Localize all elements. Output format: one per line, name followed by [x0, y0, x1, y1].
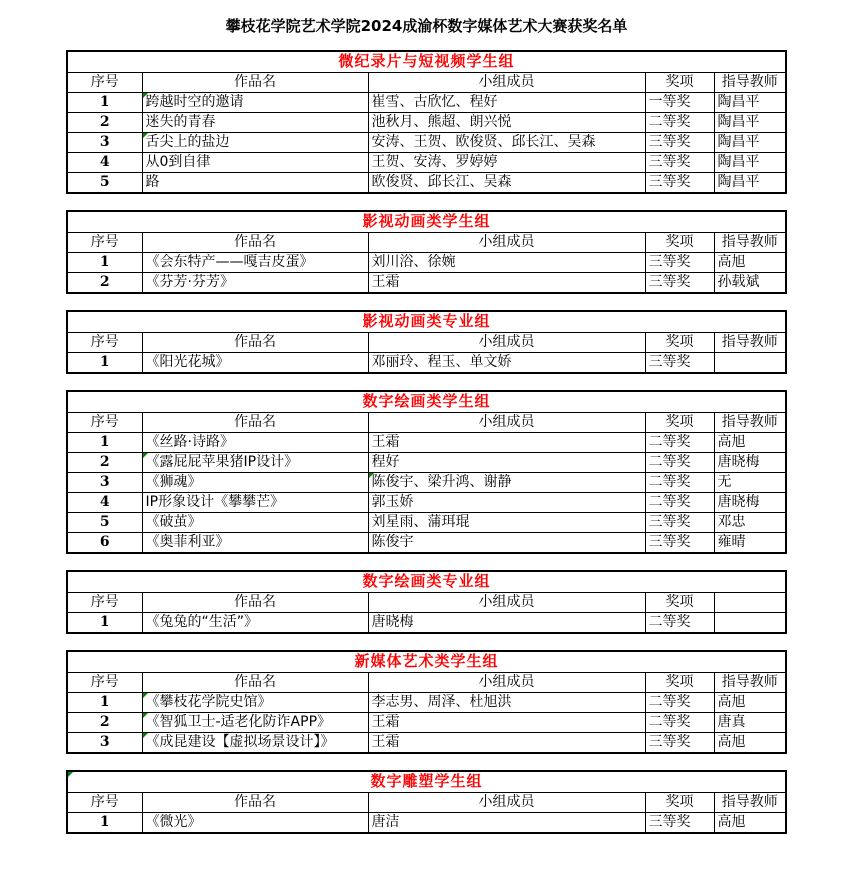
column-header: 奖项 [645, 333, 714, 353]
column-header: 序号 [67, 333, 142, 353]
column-header: 作品名 [142, 593, 368, 613]
column-header: 小组成员 [368, 593, 645, 613]
column-header: 序号 [67, 73, 142, 93]
section-title-row [67, 311, 786, 333]
column-header: 序号 [67, 413, 142, 433]
cell-work: 《阳光花城》 [142, 353, 368, 374]
column-header: 小组成员 [368, 793, 645, 813]
column-header-row [67, 593, 786, 613]
section-title-row [67, 391, 786, 413]
table-row [67, 353, 786, 374]
table-row [67, 613, 786, 634]
award-tables-container [66, 50, 785, 834]
cell-award: 二等奖 [645, 493, 714, 513]
section-title-row [67, 51, 786, 73]
cell-teacher: 高旭 [714, 433, 786, 453]
table-row [67, 113, 786, 133]
section-title: 数字雕塑学生组 [370, 772, 483, 790]
table-row [67, 813, 786, 834]
cell-teacher: 唐真 [714, 713, 786, 733]
column-header: 小组成员 [368, 73, 645, 93]
cell-no: 2 [67, 273, 142, 294]
cell-award: 三等奖 [645, 273, 714, 294]
cell-teacher [714, 613, 786, 634]
cell-work: 《会东特产——嘎吉皮蛋》 [142, 253, 368, 273]
column-header-row [67, 233, 786, 253]
column-header: 指导教师 [714, 793, 786, 813]
column-header: 作品名 [142, 333, 368, 353]
table-row [67, 713, 786, 733]
column-header: 小组成员 [368, 233, 645, 253]
cell-teacher: 邓忠 [714, 513, 786, 533]
cell-award: 三等奖 [645, 813, 714, 834]
cell-award: 二等奖 [645, 613, 714, 634]
cell-members: 欧俊贤、邱长江、吴森 [368, 173, 645, 194]
award-table-0 [66, 50, 787, 194]
table-row [67, 273, 786, 294]
column-header: 奖项 [645, 673, 714, 693]
column-header: 小组成员 [368, 413, 645, 433]
cell-members: 唐洁 [368, 813, 645, 834]
column-header: 作品名 [142, 793, 368, 813]
cell-members: 崔雪、古欣忆、程好 [368, 93, 645, 113]
section-title-cell [67, 391, 786, 413]
cell-teacher: 孙载斌 [714, 273, 786, 294]
column-header: 奖项 [645, 233, 714, 253]
cell-teacher: 高旭 [714, 733, 786, 754]
award-table-3 [66, 390, 787, 554]
table-row [67, 133, 786, 153]
section-title: 影视动画类学生组 [362, 212, 491, 230]
section-title-row [67, 211, 786, 233]
cell-award: 三等奖 [645, 153, 714, 173]
cell-members: 刘川浴、徐婉 [368, 253, 645, 273]
cell-members: 邓丽玲、程玉、单文娇 [368, 353, 645, 374]
section-title: 数字绘画类学生组 [362, 392, 491, 410]
cell-work: 《露屁屁苹果猪IP设计》 [142, 453, 368, 473]
cell-award: 三等奖 [645, 533, 714, 554]
column-header: 指导教师 [714, 413, 786, 433]
table-row [67, 513, 786, 533]
column-header: 奖项 [645, 793, 714, 813]
cell-members: 程好 [368, 453, 645, 473]
section-title-cell [67, 771, 786, 793]
cell-teacher: 高旭 [714, 813, 786, 834]
cell-work: 《狮魂》 [142, 473, 368, 493]
award-table-2 [66, 310, 787, 374]
cell-members: 陈俊宇 [368, 533, 645, 554]
column-header: 作品名 [142, 673, 368, 693]
cell-teacher: 雍晴 [714, 533, 786, 554]
column-header: 序号 [67, 233, 142, 253]
award-table-6 [66, 770, 787, 834]
cell-work: 《奥菲利亚》 [142, 533, 368, 554]
cell-no: 2 [67, 453, 142, 473]
table-row [67, 173, 786, 194]
column-header: 指导教师 [714, 233, 786, 253]
award-table-5 [66, 650, 787, 754]
cell-award: 三等奖 [645, 353, 714, 374]
section-title-row [67, 651, 786, 673]
cell-no: 1 [67, 613, 142, 634]
cell-work: 舌尖上的盐边 [142, 133, 368, 153]
column-header: 指导教师 [714, 333, 786, 353]
cell-teacher: 无 [714, 473, 786, 493]
cell-teacher: 高旭 [714, 253, 786, 273]
column-header: 序号 [67, 673, 142, 693]
cell-no: 6 [67, 533, 142, 554]
table-row [67, 93, 786, 113]
table-row [67, 433, 786, 453]
cell-work: 路 [142, 173, 368, 194]
table-row [67, 733, 786, 754]
cell-no: 2 [67, 113, 142, 133]
cell-members: 王贺、安涛、罗婷婷 [368, 153, 645, 173]
cell-award: 二等奖 [645, 433, 714, 453]
cell-work: 跨越时空的邀请 [142, 93, 368, 113]
column-header: 作品名 [142, 413, 368, 433]
cell-work: 《成昆建设【虚拟场景设计】》 [142, 733, 368, 754]
cell-work: 《芬芳·芬芳》 [142, 273, 368, 294]
cell-award: 一等奖 [645, 93, 714, 113]
cell-work: 《丝路·诗路》 [142, 433, 368, 453]
award-table-1 [66, 210, 787, 294]
column-header: 奖项 [645, 73, 714, 93]
column-header: 奖项 [645, 413, 714, 433]
table-row [67, 533, 786, 554]
column-header: 小组成员 [368, 333, 645, 353]
cell-award: 二等奖 [645, 693, 714, 713]
cell-work: 《攀枝花学院史馆》 [142, 693, 368, 713]
column-header: 奖项 [645, 593, 714, 613]
column-header: 指导教师 [714, 673, 786, 693]
cell-no: 3 [67, 133, 142, 153]
cell-no: 3 [67, 733, 142, 754]
cell-award: 二等奖 [645, 473, 714, 493]
column-header: 作品名 [142, 233, 368, 253]
cell-work: 从0到自律 [142, 153, 368, 173]
cell-work: 《智狐卫士-适老化防诈APP》 [142, 713, 368, 733]
section-title-cell [67, 211, 786, 233]
cell-no: 1 [67, 93, 142, 113]
cell-no: 1 [67, 433, 142, 453]
cell-award: 三等奖 [645, 253, 714, 273]
column-header-row [67, 73, 786, 93]
cell-members: 刘星雨、蒲珥琨 [368, 513, 645, 533]
cell-award: 三等奖 [645, 513, 714, 533]
cell-teacher: 陶昌平 [714, 133, 786, 153]
column-header: 序号 [67, 593, 142, 613]
cell-members: 王霜 [368, 713, 645, 733]
column-header: 作品名 [142, 73, 368, 93]
column-header-row [67, 413, 786, 433]
table-row [67, 493, 786, 513]
column-header-row [67, 673, 786, 693]
cell-members: 王霜 [368, 433, 645, 453]
section-title-cell [67, 51, 786, 73]
cell-work: 《微光》 [142, 813, 368, 834]
cell-members: 陈俊宇、梁升鸿、谢静 [368, 473, 645, 493]
column-header: 序号 [67, 793, 142, 813]
table-row [67, 153, 786, 173]
cell-teacher: 陶昌平 [714, 173, 786, 194]
section-title-cell [67, 571, 786, 593]
cell-award: 二等奖 [645, 713, 714, 733]
cell-work: 《兔兔的“生活”》 [142, 613, 368, 634]
cell-teacher: 高旭 [714, 693, 786, 713]
cell-members: 王霜 [368, 733, 645, 754]
column-header-row [67, 793, 786, 813]
section-title: 微纪录片与短视频学生组 [338, 52, 515, 70]
cell-work: IP形象设计《攀攀芒》 [142, 493, 368, 513]
cell-no: 4 [67, 153, 142, 173]
cell-members: 池秋月、熊超、朗兴悦 [368, 113, 645, 133]
cell-no: 5 [67, 513, 142, 533]
section-title: 数字绘画类专业组 [362, 572, 491, 590]
column-header-row [67, 333, 786, 353]
column-header: 小组成员 [368, 673, 645, 693]
table-row [67, 473, 786, 493]
table-row [67, 693, 786, 713]
column-header [714, 593, 786, 613]
section-title: 影视动画类专业组 [362, 312, 491, 330]
cell-no: 1 [67, 253, 142, 273]
cell-members: 王霜 [368, 273, 645, 294]
cell-teacher [714, 353, 786, 374]
cell-members: 唐晓梅 [368, 613, 645, 634]
cell-award: 二等奖 [645, 453, 714, 473]
table-row [67, 453, 786, 473]
cell-teacher: 唐晓梅 [714, 493, 786, 513]
section-title-row [67, 771, 786, 793]
cell-award: 三等奖 [645, 733, 714, 754]
cell-no: 1 [67, 353, 142, 374]
section-title-cell [67, 651, 786, 673]
cell-teacher: 陶昌平 [714, 113, 786, 133]
cell-teacher: 陶昌平 [714, 153, 786, 173]
cell-award: 二等奖 [645, 113, 714, 133]
table-row [67, 253, 786, 273]
cell-work: 迷失的青春 [142, 113, 368, 133]
section-title-row [67, 571, 786, 593]
section-title: 新媒体艺术类学生组 [354, 652, 499, 670]
cell-no: 3 [67, 473, 142, 493]
cell-no: 4 [67, 493, 142, 513]
page-title: 攀枝花学院艺术学院2024成渝杯数字媒体艺术大赛获奖名单 [225, 17, 628, 35]
cell-members: 安涛、王贺、欧俊贤、邱长江、吴森 [368, 133, 645, 153]
cell-work: 《破茧》 [142, 513, 368, 533]
cell-award: 三等奖 [645, 173, 714, 194]
cell-no: 5 [67, 173, 142, 194]
section-title-cell [67, 311, 786, 333]
cell-award: 三等奖 [645, 133, 714, 153]
cell-no: 1 [67, 813, 142, 834]
cell-teacher: 唐晓梅 [714, 453, 786, 473]
cell-no: 1 [67, 693, 142, 713]
cell-members: 郭玉娇 [368, 493, 645, 513]
cell-members: 李志男、周泽、杜旭洪 [368, 693, 645, 713]
cell-no: 2 [67, 713, 142, 733]
award-table-4 [66, 570, 787, 634]
cell-teacher: 陶昌平 [714, 93, 786, 113]
column-header: 指导教师 [714, 73, 786, 93]
